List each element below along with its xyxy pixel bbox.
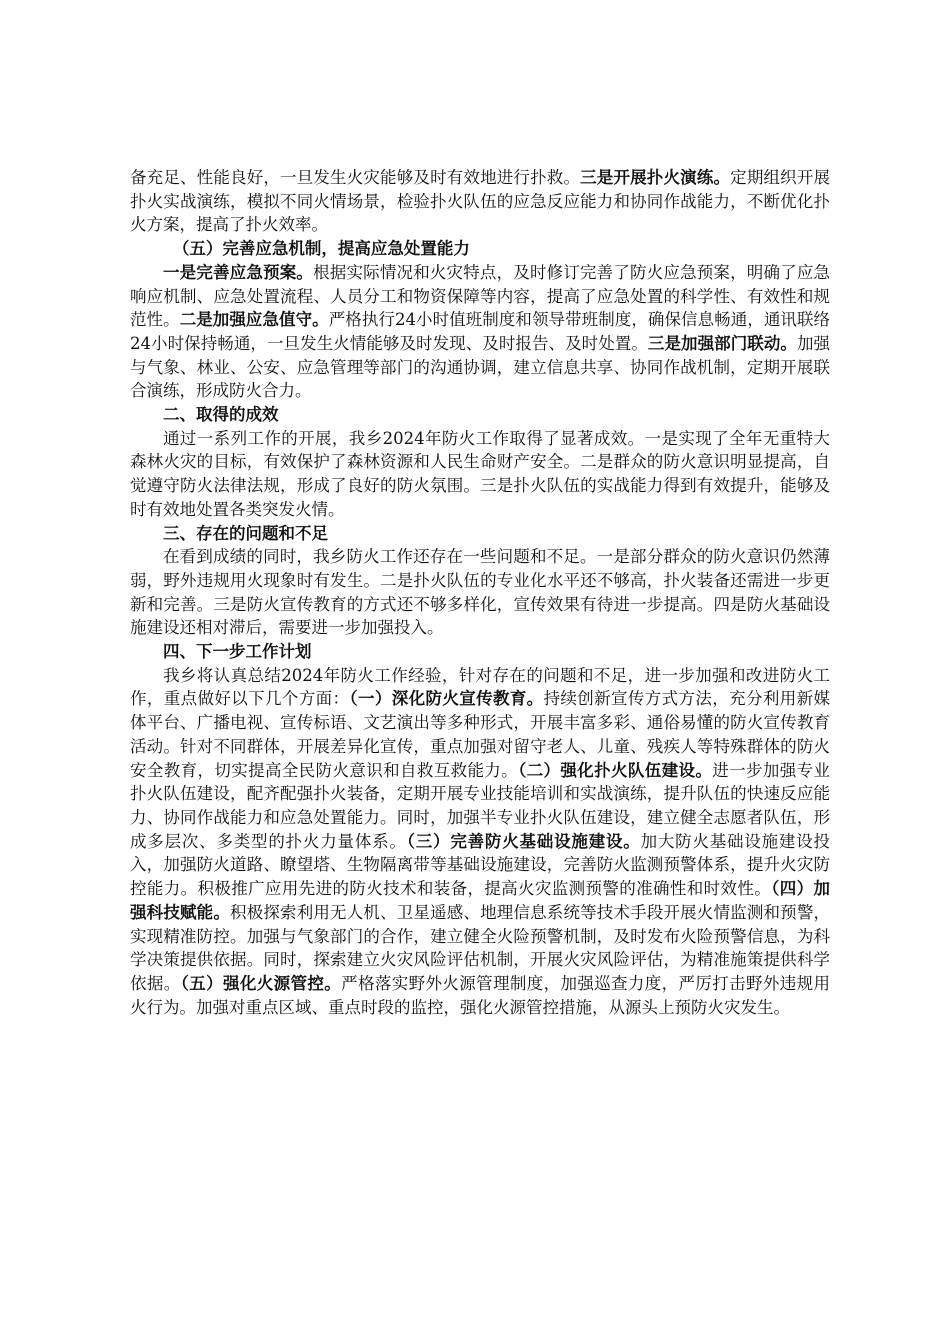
section-heading bbox=[130, 403, 830, 427]
body-paragraph bbox=[130, 545, 830, 640]
bold-run: 二、取得的成效 bbox=[163, 405, 279, 425]
bold-run: 一是完善应急预案。 bbox=[163, 262, 314, 282]
text-run: 我乡将认真总结2024年防火工作经验，针对存在的问题和不足，进一步加强和改进防火工作，重点做好以下几个方面： bbox=[130, 665, 830, 709]
text-run: 加强与气象、林业、公安、应急管理等部门的沟通协调，建立信息共享、协同作战机制，定期开展联合演练，形成防火合力。 bbox=[130, 333, 831, 401]
bold-run: 三是开展扑火演练。 bbox=[580, 168, 731, 187]
text-run: 定期组织开展扑火实战演练，模拟不同火情场景，检验扑火队伍的应急反应能力和协同作战能力，不断优化扑火方案，提高了扑火效率。 bbox=[130, 168, 831, 235]
bold-run: （三）完善防火基础设施建设。 bbox=[406, 831, 641, 851]
body-paragraph bbox=[130, 664, 830, 1020]
bold-run: （一）深化防火宣传教育。 bbox=[349, 689, 544, 709]
bold-run: （四）加强科技赋能。 bbox=[130, 879, 831, 922]
document-page bbox=[130, 166, 830, 1019]
bold-run: 三是加强部门联动。 bbox=[647, 333, 797, 353]
bold-run: （五）完善应急机制，提高应急处置能力 bbox=[172, 239, 470, 259]
bold-run: 二是加强应急值守。 bbox=[179, 310, 329, 330]
bold-run: 三、存在的问题和不足 bbox=[163, 523, 328, 543]
text-run: 加大防火基础设施建设投入，加强防火道路、瞭望塔、生物隔离带等基础设施建设，完善防火监测预警体系，提升火灾防控能力。积极推广应用先进的防火技术和装备，提高火灾监测预警的准确性和时效性。 bbox=[130, 831, 831, 899]
text-run: 持续创新宣传方式方法，充分利用新媒体平台、广播电视、宣传标语、文艺演出等多种形式，开展丰富多彩、通俗易懂的防火宣传教育活动。针对不同群体，开展差异化宣传，重点加强对留守老人、儿童、残疾人等特殊群体的防火安全教育，切实提高全民防火意识和自救互救能力。 bbox=[130, 689, 831, 780]
text-run: 严格落实野外火源管理制度，加强巡查力度，严厉打击野外违规用火行为。加强对重点区域、重点时段的监控，强化火源管控措施，从源头上预防火灾发生。 bbox=[130, 973, 831, 1017]
bold-run: 四、下一步工作计划 bbox=[163, 642, 312, 662]
text-run: 根据实际情况和火灾特点，及时修订完善了防火应急预案，明确了应急响应机制、应急处置流程、人员分工和物资保障等内容，提高了应急处置的科学性、有效性和规范性。 bbox=[130, 262, 831, 330]
body-paragraph bbox=[130, 261, 830, 403]
body-paragraph bbox=[130, 166, 830, 237]
section-heading bbox=[130, 640, 830, 664]
subsection-heading bbox=[130, 237, 830, 261]
text-run: 严格执行24小时值班制度和领导带班制度，确保信息畅通，通讯联络24小时保持畅通，一旦发生火情能够及时发现、及时报告、及时处置。 bbox=[130, 310, 831, 353]
text-run: 积极探索利用无人机、卫星遥感、地理信息系统等技术手段开展火情监测和预警，实现精准防控。加强与气象部门的合作，建立健全火险预警机制，及时发布火险预警信息，为科学决策提供依据。同时，探索建立火灾风险评估机制，开展火灾风险评估，为精准施策提供科学依据。 bbox=[130, 902, 831, 993]
body-paragraph bbox=[130, 427, 830, 522]
text-run: 进一步加强专业扑火队伍建设，配齐配强扑火装备，定期开展专业技能培训和实战演练，提升队伍的快速反应能力、协同作战能力和应急处置能力。同时，加强半专业扑火队伍建设，建立健全志愿者队伍，形成多层次、多类型的扑火力量体系。 bbox=[130, 760, 831, 851]
section-heading bbox=[130, 522, 830, 546]
bold-run: （二）强化扑火队伍建设。 bbox=[518, 760, 713, 780]
text-run: 备充足、性能良好，一旦发生火灾能够及时有效地进行扑救。 bbox=[130, 168, 581, 187]
bold-run: （五）强化火源管控。 bbox=[180, 973, 342, 993]
text-run: 在看到成绩的同时，我乡防火工作还存在一些问题和不足。一是部分群众的防火意识仍然薄弱，野外违规用火现象时有发生。二是扑火队伍的专业化水平还不够高，扑火装备还需进一步更新和完善。三是防火宣传教育的方式还不够多样化，宣传效果有待进一步提高。四是防火基础设施建设还相对滞后，需要进一步加强投入。 bbox=[130, 547, 830, 638]
text-run: 通过一系列工作的开展，我乡2024年防火工作取得了显著成效。一是实现了全年无重特大森林火灾的目标，有效保护了森林资源和人民生命财产安全。二是群众的防火意识明显提高，自觉遵守防火法律法规，形成了良好的防火氛围。三是扑火队伍的实战能力得到有效提升，能够及时有效地处置各类突发火情。 bbox=[130, 428, 830, 519]
